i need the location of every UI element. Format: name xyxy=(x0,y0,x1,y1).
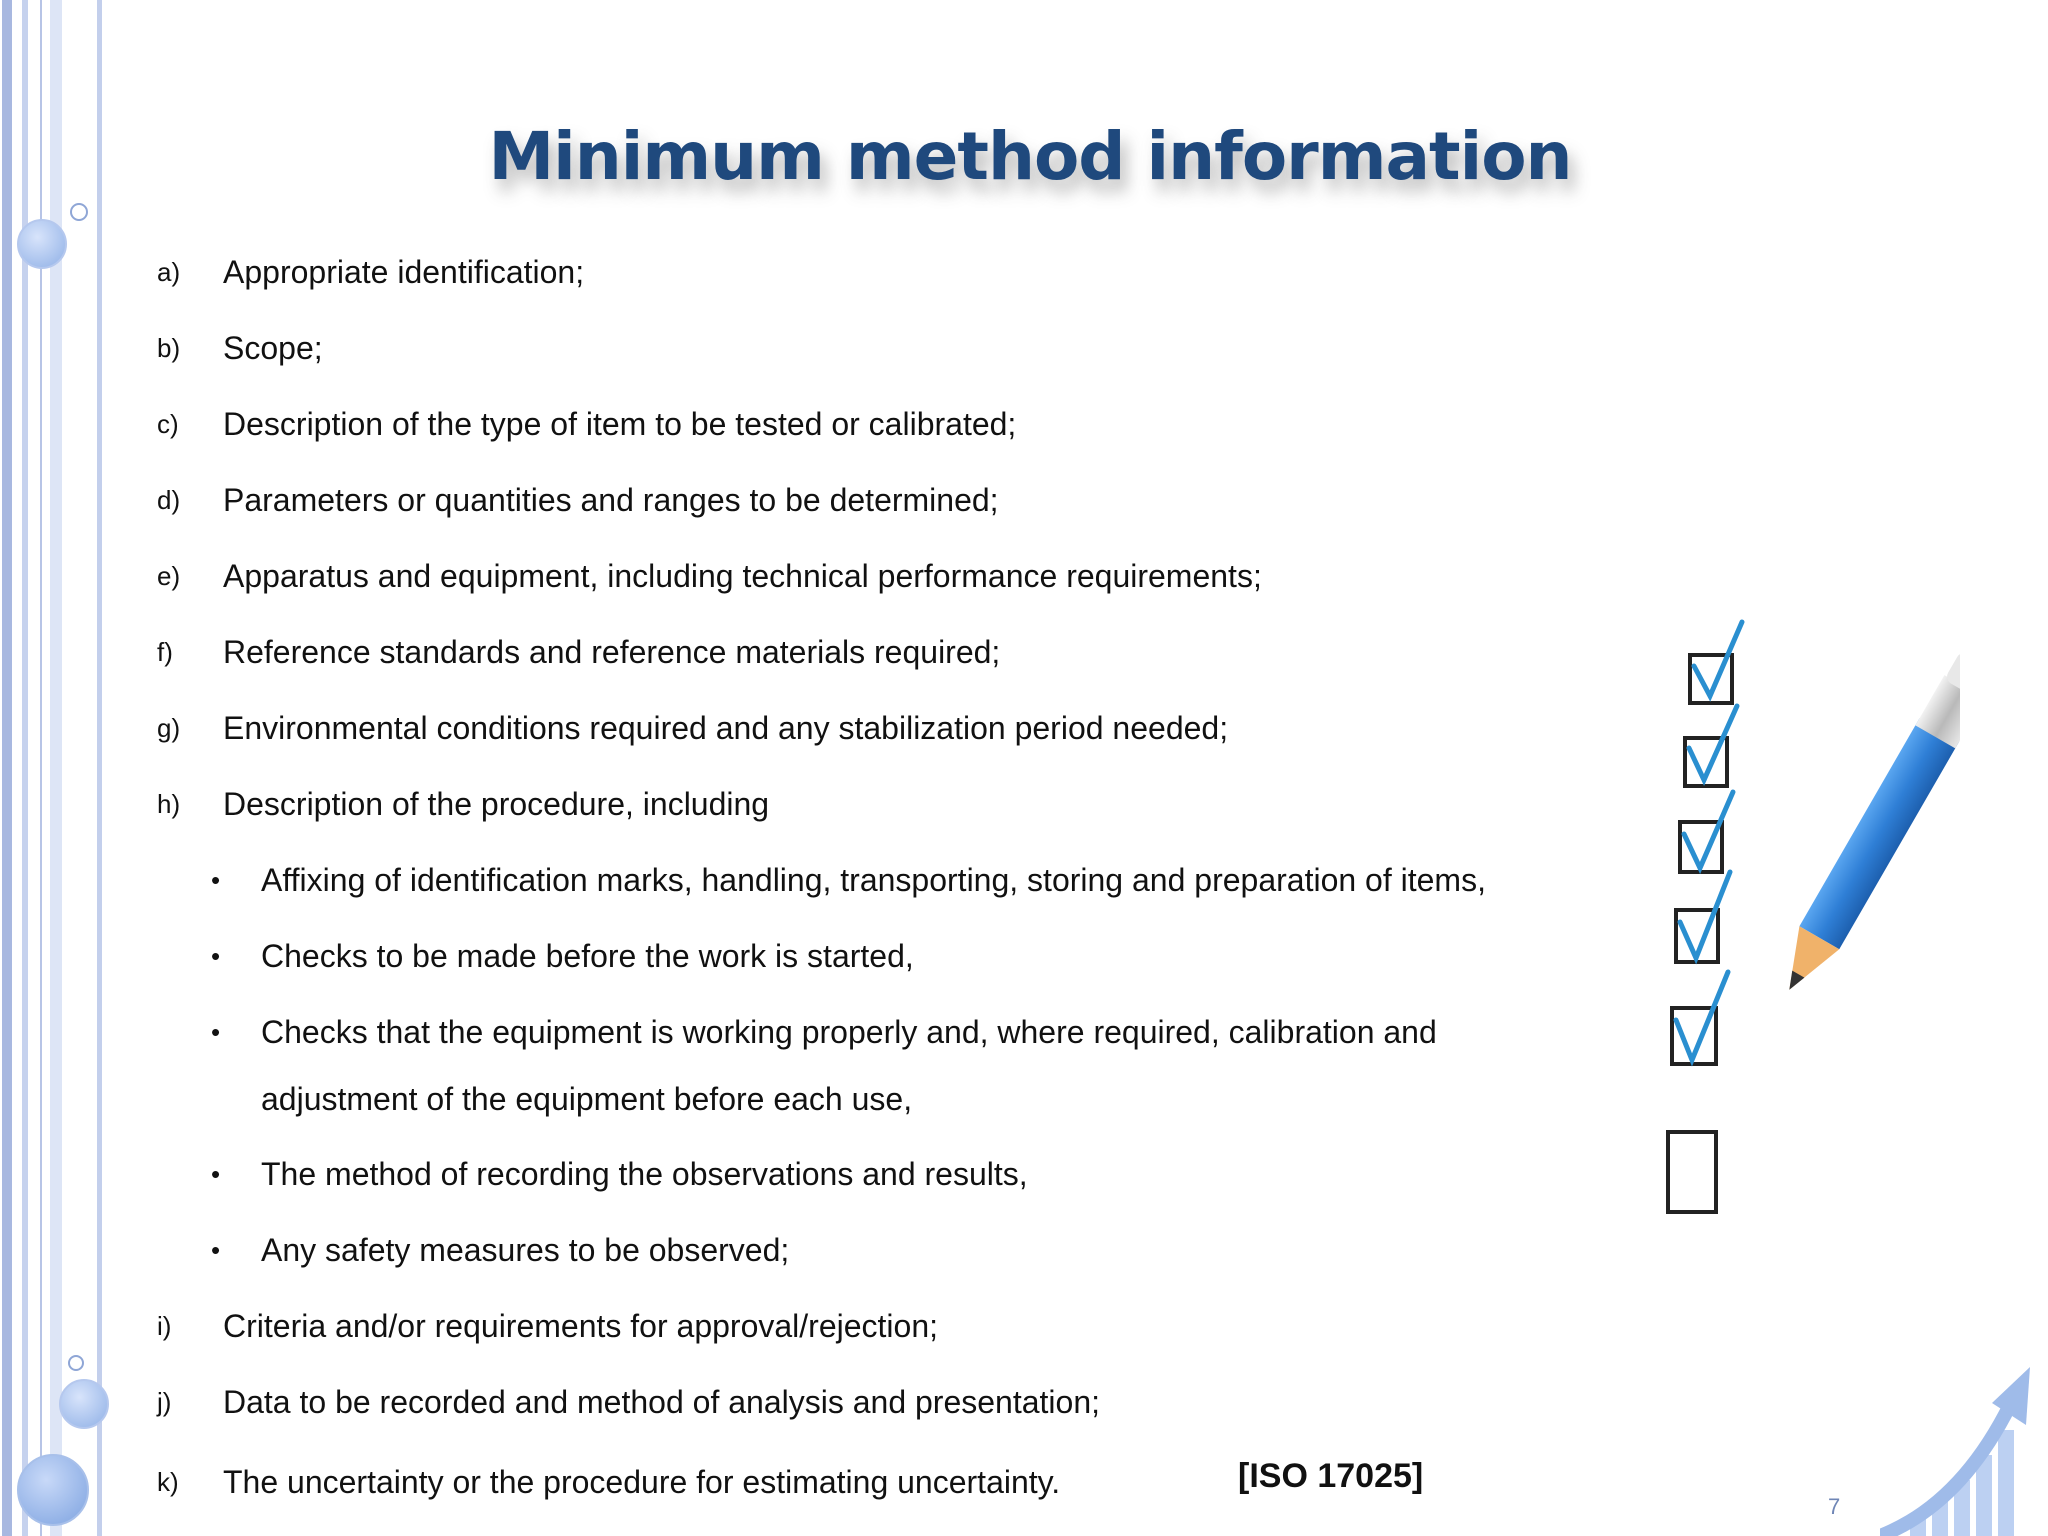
item-text: Data to be recorded and method of analysis and presentation; xyxy=(223,1384,1101,1420)
item-text: Parameters or quantities and ranges to be determined; xyxy=(223,482,999,518)
bullet-text: Checks that the equipment is working properly and, where required, calibration and xyxy=(261,1014,1437,1050)
item-marker: f) xyxy=(157,637,173,667)
bullet-dot: • xyxy=(211,1159,221,1189)
item-marker: k) xyxy=(157,1467,179,1497)
checklist-pencil-illustration xyxy=(1640,610,1960,1230)
decorative-circle xyxy=(17,219,67,269)
bullet-text: adjustment of the equipment before each use, xyxy=(261,1081,913,1117)
bullet-text: Checks to be made before the work is started, xyxy=(261,938,914,974)
decorative-circle xyxy=(70,203,88,221)
item-marker: b) xyxy=(157,333,181,363)
growth-arrow-icon xyxy=(1880,1355,2048,1536)
item-text: Criteria and/or requirements for approval/rejection; xyxy=(223,1308,938,1344)
decorative-rail xyxy=(0,0,110,1536)
item-marker: a) xyxy=(157,257,181,287)
page-number: 7 xyxy=(1828,1494,1841,1519)
decorative-circle xyxy=(17,1454,89,1526)
item-marker: j) xyxy=(157,1387,172,1417)
item-text: Description of the procedure, including xyxy=(223,786,770,822)
bullet-text: The method of recording the observations and results, xyxy=(261,1156,1028,1192)
item-marker: e) xyxy=(157,561,181,591)
bullet-text: Affixing of identification marks, handling, transporting, storing and preparation of items, xyxy=(261,862,1486,898)
item-text: Appropriate identification; xyxy=(223,254,585,290)
item-text: Environmental conditions required and any stabilization period needed; xyxy=(223,710,1229,746)
bullet-text: Any safety measures to be observed; xyxy=(261,1232,790,1268)
item-marker: g) xyxy=(157,713,181,743)
slide-title: Minimum method information xyxy=(488,118,1572,195)
bullet-dot: • xyxy=(211,1235,221,1265)
item-text: Reference standards and reference materials required; xyxy=(223,634,1001,670)
item-marker: i) xyxy=(157,1311,172,1341)
pencil-icon xyxy=(1769,649,1960,1001)
item-text: Description of the type of item to be tested or calibrated; xyxy=(223,406,1017,442)
bullet-dot: • xyxy=(211,865,221,895)
bullet-dot: • xyxy=(211,941,221,971)
rail-bar xyxy=(97,0,102,1536)
decorative-circle xyxy=(68,1355,84,1371)
item-marker: c) xyxy=(157,409,179,439)
decorative-circle xyxy=(59,1379,109,1429)
item-marker: d) xyxy=(157,485,181,515)
rail-bar xyxy=(2,0,12,1536)
item-text: Apparatus and equipment, including technical performance requirements; xyxy=(223,558,1262,594)
item-text: The uncertainty or the procedure for estimating uncertainty. xyxy=(223,1464,1061,1500)
bullet-dot: • xyxy=(211,1017,221,1047)
iso-reference: [ISO 17025] xyxy=(1238,1457,1424,1495)
item-marker: h) xyxy=(157,789,181,819)
item-text: Scope; xyxy=(223,330,323,366)
